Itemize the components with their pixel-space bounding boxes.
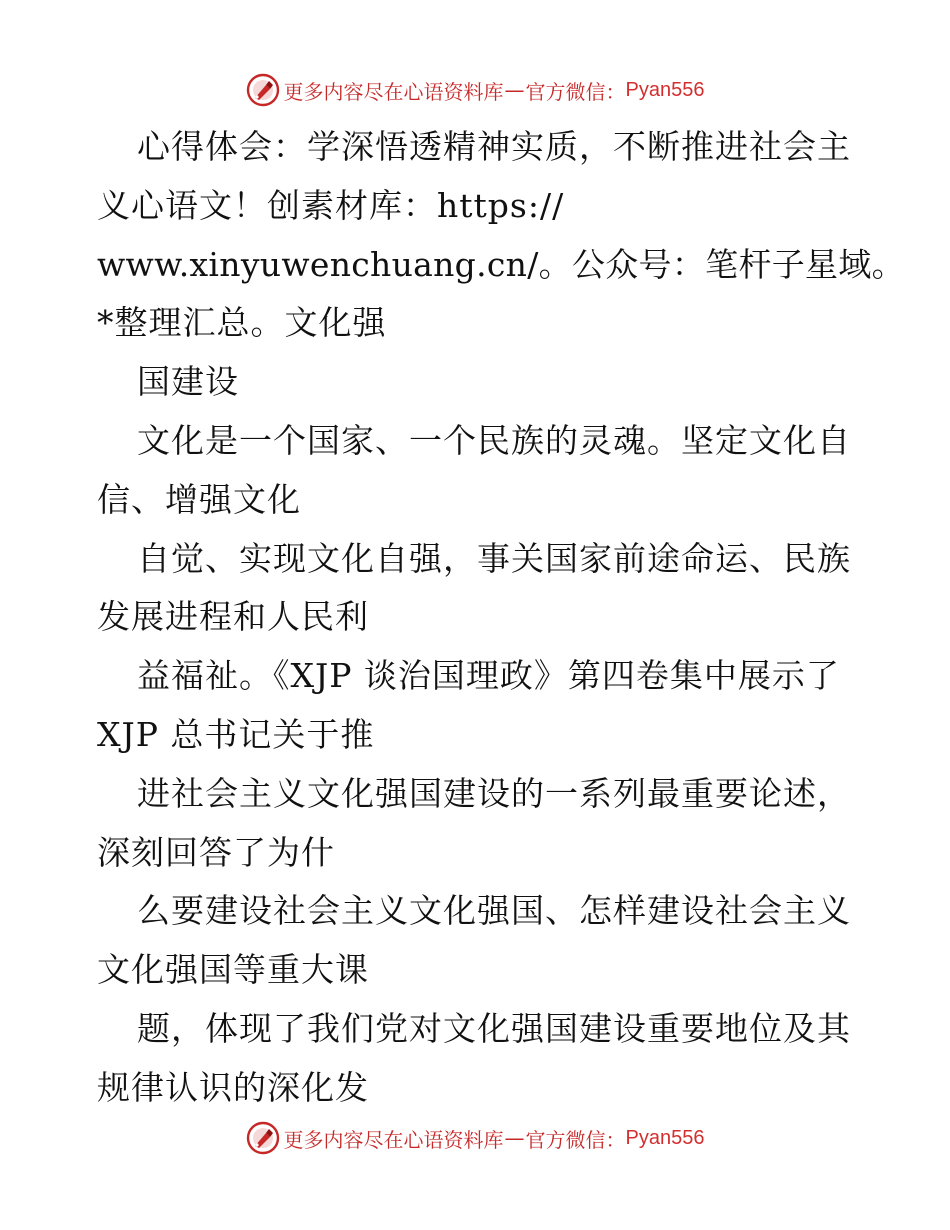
watermark-wechat-label: 官方微信： <box>525 79 626 104</box>
text-line: 信、增强文化 <box>97 479 301 519</box>
text-line: 进社会主义文化强国建设的一系列最重要论述， <box>137 773 851 813</box>
text-line: 规律认识的深化发 <box>97 1067 369 1107</box>
watermark-main-text: 更多内容尽在心语资料库 <box>283 79 504 104</box>
text-line: 深刻回答了为什 <box>97 832 335 872</box>
footer-watermark <box>0 1118 950 1158</box>
pen-nib-logo-icon <box>246 73 280 107</box>
text-line: 义心语文！创素材库：https:// <box>97 185 565 225</box>
text-line: www.xinyuwenchuang.cn/。公众号：笔杆子星域。 <box>97 244 905 284</box>
text-line: *整理汇总。文化强 <box>97 303 387 343</box>
watermark-wechat-label: 官方微信： <box>525 1127 626 1152</box>
text-line: XJP 总书记关于推 <box>97 714 375 754</box>
text-line: 题，体现了我们党对文化强国建设重要地位及其 <box>137 1008 851 1048</box>
header-watermark <box>0 70 950 110</box>
text-line: 么要建设社会主义文化强国、怎样建设社会主义 <box>137 891 851 931</box>
text-line: 文化是一个国家、一个民族的灵魂。坚定文化自 <box>137 420 851 460</box>
watermark-wechat-id: Pyan556 <box>625 78 705 101</box>
text-line: 国建设 <box>137 362 239 402</box>
watermark-wechat-id: Pyan556 <box>625 1126 705 1149</box>
watermark-main-text: 更多内容尽在心语资料库 <box>283 1127 504 1152</box>
text-line: 文化强国等重大课 <box>97 950 369 990</box>
text-line: 发展进程和人民利 <box>97 597 369 637</box>
text-line: 益福祉。《XJP 谈治国理政》第四卷集中展示了 <box>137 656 840 696</box>
document-body <box>97 118 905 1118</box>
watermark-separator: — <box>504 78 525 102</box>
text-line: 心得体会：学深悟透精神实质，不断推进社会主 <box>137 127 851 166</box>
watermark-separator: — <box>504 1126 525 1150</box>
text-line: 自觉、实现文化自强，事关国家前途命运、民族 <box>137 538 851 578</box>
pen-nib-logo-icon <box>246 1121 280 1155</box>
